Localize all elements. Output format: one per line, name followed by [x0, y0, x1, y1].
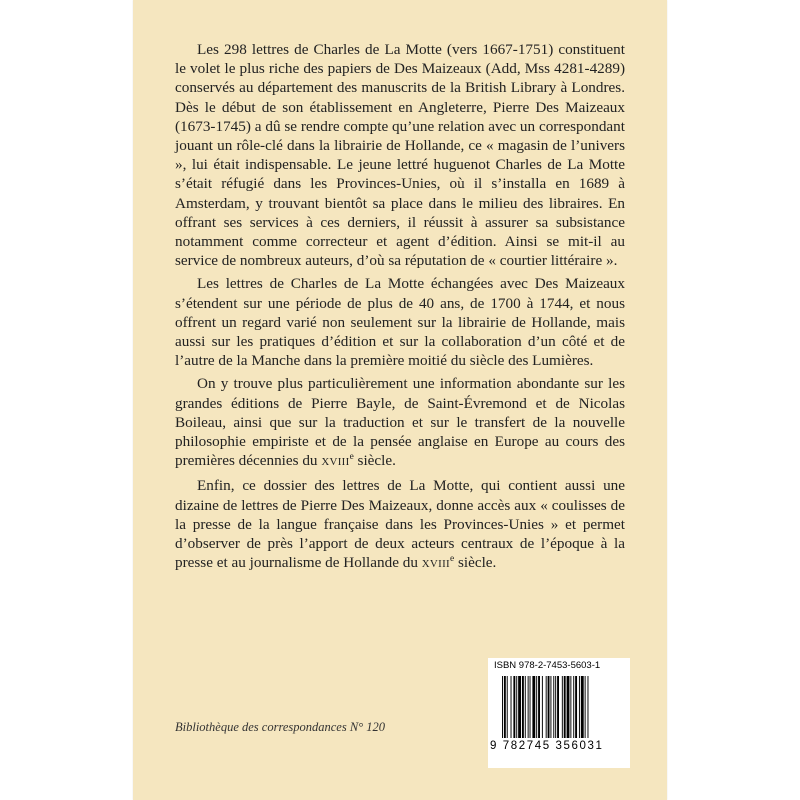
- paragraph-3-text: On y trouve plus particulièrement une information abondante sur les grandes éditions de Pierre Bayle, de Saint-Évremond et de Nicolas Boileau, ainsi que sur la traduction et sur le transfert de la nouvelle philosophie empiriste et de la pensée anglaise en Europe au cours des premières décennies du: [175, 375, 625, 470]
- blurb-paragraph-3: [175, 374, 625, 472]
- barcode-bar: [502, 676, 503, 738]
- barcode-bar: [536, 676, 537, 738]
- barcode-bar: [557, 676, 559, 738]
- barcode-bar: [588, 676, 589, 738]
- barcode-bar: [511, 676, 512, 738]
- barcode-bar: [516, 676, 517, 738]
- barcode-bar: [555, 676, 556, 738]
- barcode-bar: [579, 676, 580, 738]
- paragraph-1-text: Les 298 lettres de Charles de La Motte (vers 1667-1751) constituent le volet le plus riche des papiers de Des Maizeaux (Add, Mss 4281-4289) conservés au département des manuscrits de la British Library à Londres. Dès le début de son établissement en Angleterre, Pierre Des Maizeaux (1673-1745) a dû se rendre compte qu’une relation avec un correspondant jouant un rôle-clé dans la librairie de Hollande, ce « magasin de l’univers », lui était indispensable. Le jeune lettré huguenot Charles de La Motte s’était réfugié dans les Provinces-Unies, où il s’installa en 1689 à Amsterdam, y trouvant bientôt sa place dans le milieu des libraires. En offrant ses services à ces derniers, il réussit à assurer sa subsistance notamment comme correcteur et agent d’édition. Ainsi se mit-il au service de nombreux auteurs, d’où sa réputation de « courtier littéraire ».: [175, 41, 625, 270]
- isbn-label: ISBN 978-2-7453-5603-1: [494, 660, 601, 671]
- barcode-digits: 9 782745 356031: [490, 740, 604, 752]
- paragraph-3-ending: siècle.: [353, 452, 396, 470]
- paragraph-4-ending: siècle.: [454, 554, 497, 572]
- barcode-icon: [502, 676, 622, 738]
- century-superscript: e: [349, 452, 354, 463]
- paragraph-4-text: Enfin, ce dossier des lettres de La Motte, qui contient aussi une dizaine de lettres de Pierre Des Maizeaux, donne accès aux « coulisses de la presse de la langue française dans les Provinces-Unies » et permet d’observer de près l’apport de deux acteurs centraux de l’époque à la presse et au journalisme de Hollande du: [175, 477, 625, 572]
- blurb-text: [175, 40, 625, 578]
- barcode-bar: [525, 676, 526, 738]
- isbn-barcode-box: [488, 658, 630, 768]
- century-numeral: XVIII: [421, 558, 450, 571]
- barcode-bar: [567, 676, 570, 738]
- barcode-bar: [532, 676, 535, 738]
- barcode-bar: [542, 676, 543, 738]
- paragraph-2-text: Les lettres de Charles de La Motte échangées avec Des Maizeaux s’étendent sur une période de plus de 40 ans, de 1700 à 1744, et nous offrent un regard varié non seulement sur la librairie de Hollande, mais aussi sur les pratiques d’édition et sur la collaboration d’un côté et de l’autre de la Manche dans la première moitié du siècle des Lumières.: [175, 275, 625, 370]
- barcode-bar: [538, 676, 540, 738]
- century-superscript: e: [449, 554, 455, 565]
- barcode-bar: [546, 676, 547, 738]
- barcode-bar: [562, 676, 563, 738]
- book-back-cover: [133, 0, 667, 800]
- barcode-bar: [550, 676, 551, 738]
- barcode-bar: [570, 676, 571, 738]
- barcode-bar: [581, 676, 584, 738]
- blurb-paragraph-1: [175, 40, 625, 270]
- barcode-bar: [575, 676, 577, 738]
- barcode-bar: [513, 676, 515, 738]
- barcode-bar: [564, 676, 566, 738]
- barcode-bar: [553, 676, 554, 738]
- barcode-bar: [507, 676, 508, 738]
- barcode-bar: [548, 676, 550, 738]
- barcode-bar: [504, 676, 506, 738]
- barcode-bar: [585, 676, 586, 738]
- barcode-bar: [530, 676, 531, 738]
- barcode-bar: [518, 676, 521, 738]
- barcode-bar: [528, 676, 529, 738]
- century-numeral: XVIII: [321, 456, 350, 469]
- blurb-paragraph-2: [175, 274, 625, 370]
- series-label: Bibliothèque des correspondances N° 120: [175, 720, 386, 734]
- blurb-paragraph-4: [175, 476, 625, 574]
- barcode-bar: [522, 676, 524, 738]
- barcode-bar: [573, 676, 574, 738]
